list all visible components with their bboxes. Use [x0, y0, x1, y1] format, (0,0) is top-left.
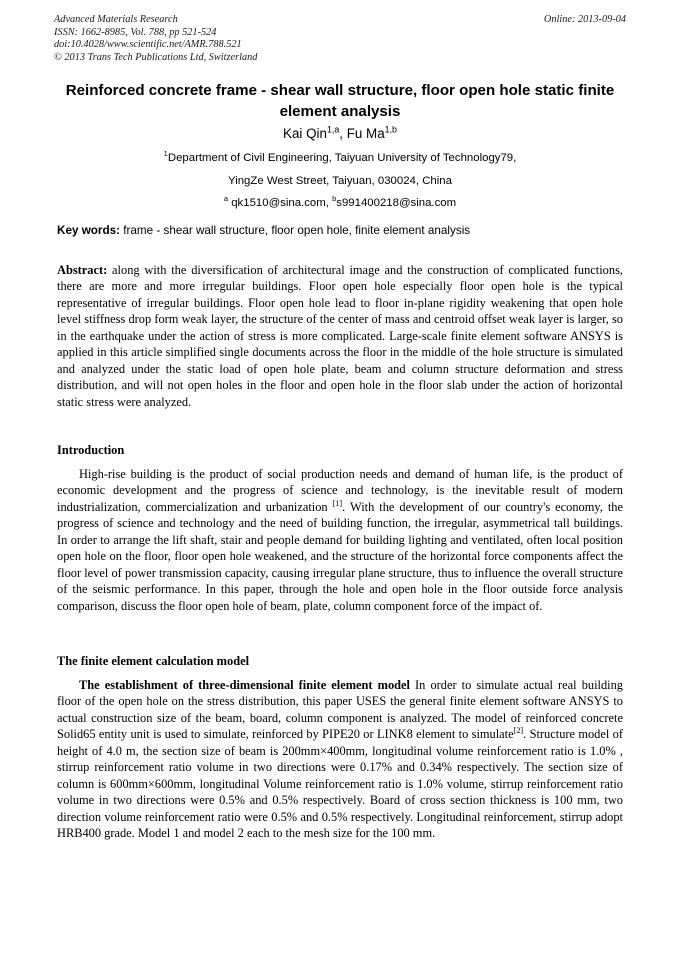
- keywords-label: Key words:: [57, 224, 120, 237]
- fem-model-text-part-2: . Structure model of height of 4.0 m, the section size of beam is 200mm×400mm, longitudinal volume reinforcement ratio is 1.0% , stirrup reinforcement ratio volume in two directions were 0.17% and 0.34% respectively. The section size of column is 600mm×600mm, longitudinal Volume reinforcement ratio is 1.0% volume, stirrup reinforcement ratio volume in two directions were 0.5% and 0.5% respectively. Board of cross section thickness is 100 mm, two direction volume reinforcement ratio were 0.5% and 0.5% respectively. Longitudinal reinforcement, stirrup adopt HRB400 grade. Model 1 and model 2 each to the mesh size for the 100 mm.: [57, 727, 623, 841]
- email-address-2: s991400218@sina.com: [336, 197, 457, 210]
- keywords-value: frame - shear wall structure, floor open hole, finite element analysis: [120, 224, 471, 237]
- journal-copyright-line: © 2013 Trans Tech Publications Ltd, Switzerland: [54, 51, 258, 63]
- author-emails: [60, 192, 620, 215]
- introduction-text-part-2: . With the development of our country's economy, the progress of science and technology and the need of building function, the irregular, asymmetrical tall buildings. In order to arrange the lift shaft, stair and people demand for building lighting and ventilated, often local position open hole on the floor, floor open hole weakened, and the structure of the horizontal force components affect the floor level of power transmission capacity, causing irregular plane structure, thus to influence the overall structure of the seismic performance. In this paper, through the hole and open hole in the floor outside force analysis comparison, discuss the floor open hole of beam, plate, column component force of the impact of.: [57, 499, 623, 613]
- page-title: [60, 80, 620, 122]
- affiliation-block: [60, 147, 620, 215]
- author-separator: ,: [339, 126, 347, 141]
- introduction-section: [57, 466, 623, 614]
- journal-header-left: [54, 14, 257, 64]
- abstract-paragraph: [57, 262, 623, 410]
- journal-doi-line: doi:10.4028/www.scientific.net/AMR.788.521: [54, 39, 242, 51]
- article-title-line-2: finite element analysis: [279, 82, 615, 120]
- author-name-1: Kai Qin: [283, 126, 327, 141]
- email-marker-a: a: [223, 194, 229, 204]
- fem-model-section: [57, 677, 623, 842]
- journal-issn-line: ISSN: 1662-8985, Vol. 788, pp 521-524: [54, 26, 217, 38]
- fem-model-subheading: The establishment of three-dimensional finite element model: [79, 678, 410, 692]
- journal-header: [54, 14, 626, 64]
- citation-reference-2: [2]: [513, 726, 524, 736]
- section-heading-fem-model: The finite element calculation model: [57, 654, 250, 668]
- affiliation-marker: 1: [163, 149, 168, 159]
- author-affiliation-marker-1: 1,a: [326, 124, 340, 135]
- section-heading-introduction: Introduction: [57, 443, 125, 457]
- fem-model-text-part-1: In order to simulate actual real building floor of the open hole on the stress distribution, this paper USES the general finite element software ANSYS to actual construction size of the beam, board, column component is analyzed. The model of reinforced concrete Solid65 entity unit is used to simulate, reinforced by PIPE20 or LINK8 element to simulate: [57, 678, 624, 742]
- introduction-text-part-1: High-rise building is the product of social production needs and demand of human life, is the product of economic development and the progress of science and technology, is the inevitable result of modern industrialization, commercialization and urbanization: [57, 467, 623, 514]
- fem-model-paragraph: [57, 677, 623, 842]
- affiliation-line-1: [60, 147, 620, 170]
- citation-reference-1: [1]: [332, 498, 343, 508]
- email-marker-b: b: [332, 194, 337, 204]
- introduction-paragraph: [57, 466, 623, 614]
- email-address-1: qk1510@sina.com,: [228, 197, 333, 210]
- online-publication-date: Online: 2013-09-04: [543, 14, 626, 25]
- author-name-2: Fu Ma: [346, 126, 385, 141]
- abstract-label: Abstract:: [57, 263, 108, 277]
- keywords-section: [57, 223, 623, 239]
- author-affiliation-marker-2: 1,b: [384, 124, 397, 135]
- article-title-line-1: Reinforced concrete frame - shear wall structure, floor open hole static: [65, 82, 575, 99]
- affiliation-department: Department of Civil Engineering, Taiyuan University of Technology79,: [167, 152, 517, 164]
- affiliation-line-2: YingZe West Street, Taiyuan, 030024, China: [228, 174, 452, 187]
- abstract-section: [57, 262, 623, 410]
- author-list: [60, 125, 620, 143]
- journal-name: Advanced Materials Research: [54, 14, 178, 25]
- abstract-text: along with the diversification of architectural image and the construction of complicated functions, there are more and more irregular buildings. Floor open hole especially floor open hole is the typical representative of irregular buildings. Floor open hole lead to floor in-plane rigidity weakening that open hole level stiffness drop form weak layer, the structure of the center of mass and centroid offset weak layer is larger, so in the earthquake under the action of stress is more complicated. Large-scale finite element software ANSYS is applied in this article simplified single documents across the floor in the middle of the hole structure is simulated and analyzed under the static load of open hole plate, beam and column structure deformation and stress distribution, and will not open holes in the floor and open hole in the floor slab under the action of horizontal static stress were analyzed.: [57, 263, 623, 409]
